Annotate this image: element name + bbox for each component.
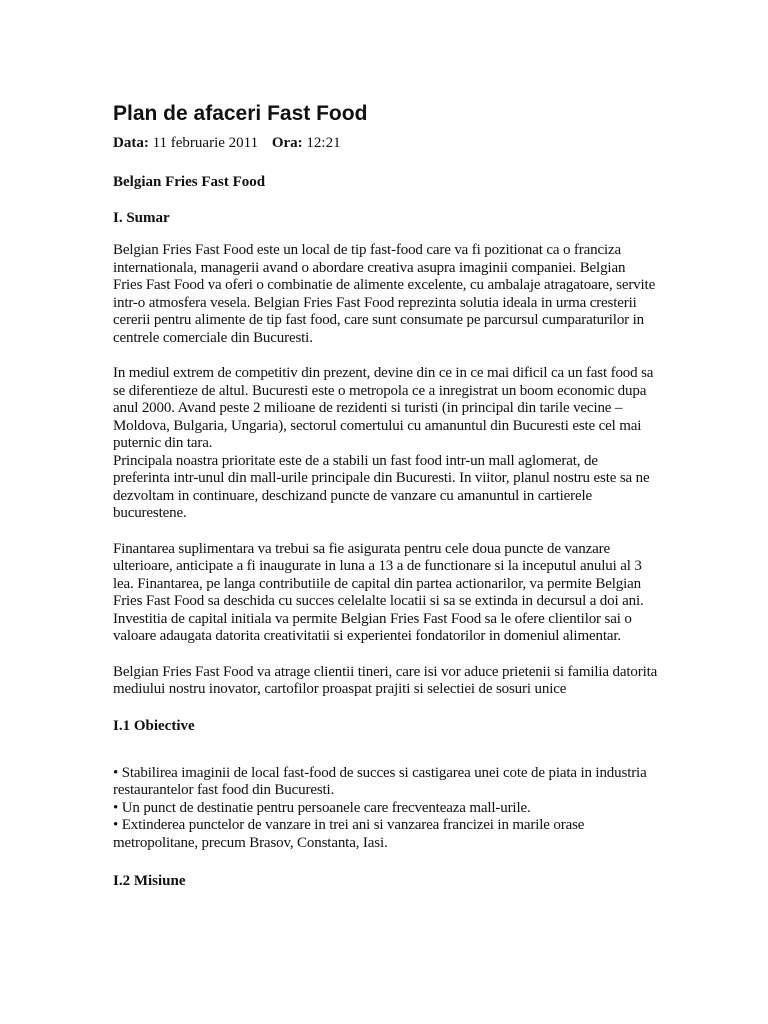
- time-value: 12:21: [306, 135, 341, 151]
- list-item: • Extinderea punctelor de vanzare in trei ani si vanzarea francizei in marile orase metropolitane, precum Brasov, Constanta, Iasi.: [113, 817, 585, 851]
- paragraph: In mediul extrem de competitiv din prezent, devine din ce in ce mai dificil ca un fast food sa se diferentieze de altul. Bucuresti este o metropola ce a inregistrat un boom economic dupa anul 2000. Avand peste 2 milioane de rezidenti si turisti (in principal din tarile vecine – Moldova, Bulgaria, Ungaria), sectorul comertului cu amanuntul din Bucuresti este cel mai puternic din tara.: [113, 365, 654, 451]
- document-title: Plan de afaceri Fast Food: [113, 102, 368, 125]
- paragraph: Principala noastra prioritate este de a stabili un fast food intr-un mall aglomerat, de preferinta intr-unul din mall-urile principale din Bucuresti. In viitor, planul nostru este sa ne dezvoltam in continuare, deschizand puncte de vanzare cu amanuntul in cartierele bucurestene.: [113, 452, 650, 521]
- date-value: 11 februarie 2011: [152, 135, 259, 151]
- list-item: • Un punct de destinatie pentru persoanele care frecventeaza mall-urile.: [113, 799, 531, 816]
- paragraph: Finantarea suplimentara va trebui sa fie asigurata pentru cele doua puncte de vanzare ulterioare, anticipate a fi inaugurate in luna a 13 a de functionare si la inceputul anului al 3 lea. Finantarea, pe langa contributiile de capital din partea actionarilor, va permite Belgian Fries Fast Food sa deschida cu succes celelalte locatii si sa se extinda in decursul a doi ani. Investitia de capital initiala va permite Belgian Fries Fast Food sa le ofere clientilor sai o valoare adaugata datorita creativitatii si experientei fondatorilor in domeniul alimentar.: [113, 540, 644, 644]
- document-page: [113, 100, 658, 890]
- section-heading-obiective: I.1 Obiective: [113, 717, 195, 734]
- paragraph: Belgian Fries Fast Food este un local de tip fast-food care va fi pozitionat ca o franciza internationala, managerii avand o abordare creativa asupra imaginii companiei. Belgian Fries Fast Food va oferi o combinatie de alimente excelente, cu ambalaje atragatoare, servite intr-o atmosfera vesela. Belgian Fries Fast Food reprezinta solutia ideala in urma cresterii cererii pentru alimente de tip fast food, care sunt consumate pe parcursul cumparaturilor in centrele comerciale din Bucuresti.: [113, 242, 656, 346]
- section-heading-misiune: I.2 Misiune: [113, 873, 186, 889]
- paragraph: Belgian Fries Fast Food va atrage clientii tineri, care isi vor aduce prietenii si familia datorita mediului nostru inovator, cartofilor proaspat prajiti si selectiei de sosuri unice: [113, 663, 658, 697]
- section-heading-sumar: I. Sumar: [113, 210, 170, 226]
- objectives-list: [113, 765, 658, 853]
- date-label: Data:: [113, 135, 149, 151]
- time-label: Ora:: [271, 135, 303, 151]
- document-meta: [113, 132, 658, 154]
- list-item: • Stabilirea imaginii de local fast-food de succes si castigarea unei cote de piata in industria restaurantelor fast food din Bucuresti.: [113, 764, 647, 798]
- document-subtitle: Belgian Fries Fast Food: [113, 174, 266, 190]
